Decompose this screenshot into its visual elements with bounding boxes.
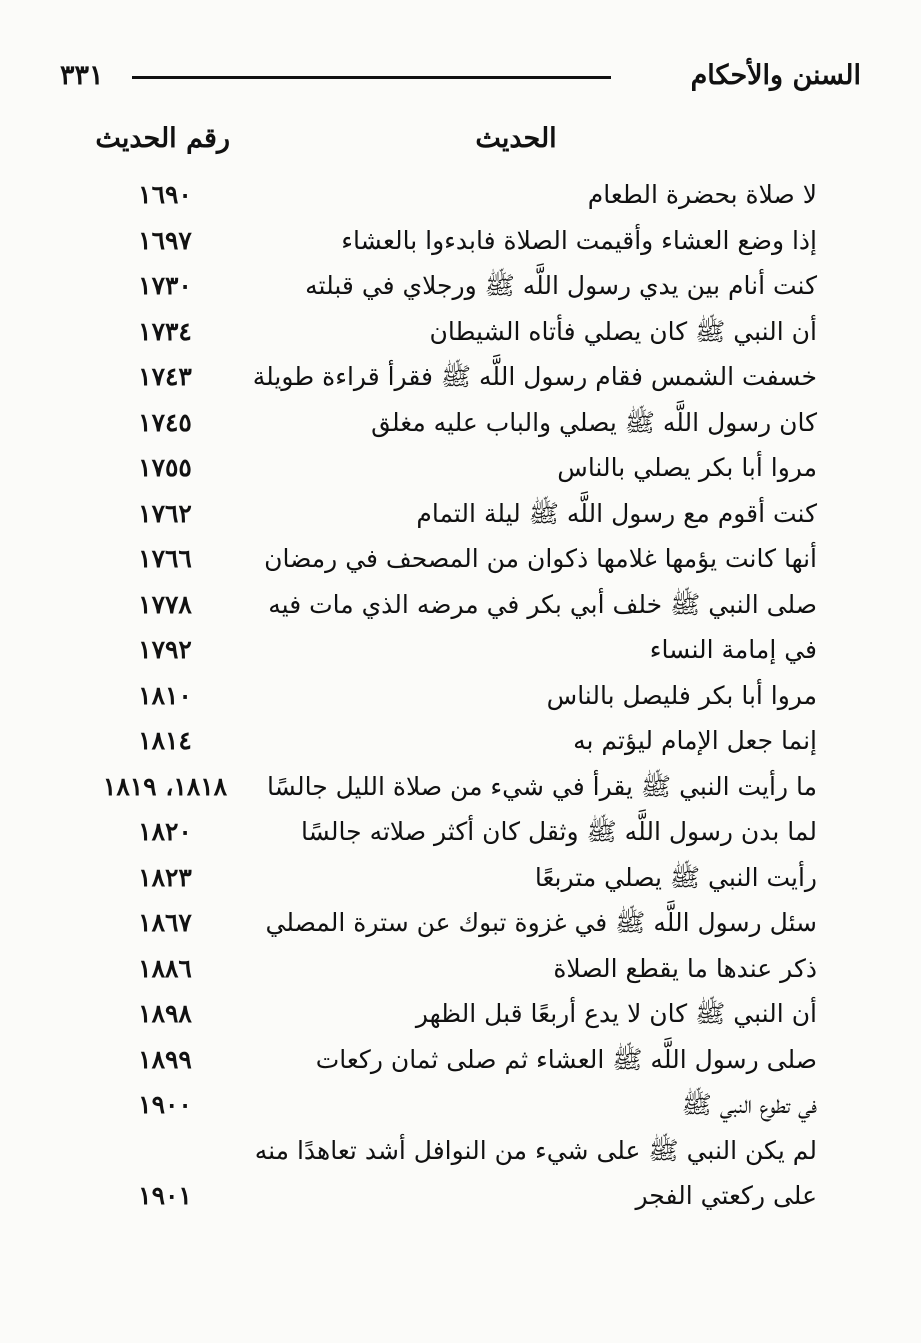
index-row	[0, 309, 921, 355]
hadith-number: ١٨٩٩	[138, 1044, 192, 1074]
hadith-number: ١٧٦٦	[138, 544, 192, 573]
hadith-number: ١٨٢٠	[138, 817, 192, 846]
header-rule	[132, 76, 611, 79]
hadith-number: ١٧٤٥	[138, 407, 192, 437]
hadith-number: ١٦٩٠	[138, 180, 192, 209]
index-row	[0, 354, 921, 400]
index-row	[0, 1082, 921, 1128]
page-number: ٣٣١	[60, 60, 104, 91]
hadith-text: مروا أبا بكر يصلي بالناس	[557, 453, 817, 482]
hadith-text: خسفت الشمس فقام رسول اللَّه ﷺ فقرأ قراءة طويلة	[252, 362, 817, 391]
index-row	[0, 627, 921, 673]
hadith-text: في تطوع النبي ﷺ	[681, 1090, 817, 1119]
hadith-number: ١٧٥٥	[138, 453, 192, 482]
page-header	[60, 54, 861, 98]
hadith-number: ١٨١٨، ١٨١٩	[102, 771, 228, 801]
hadith-text: رأيت النبي ﷺ يصلي متربعًا	[534, 862, 817, 892]
hadith-text: أن النبي ﷺ كان لا يدع أربعًا قبل الظهر	[415, 999, 817, 1028]
hadith-text: لم يكن النبي ﷺ على شيء من النوافل أشد تعاهدًا منه على ركعتي الفجر	[254, 1135, 817, 1210]
hadith-number: ١٧٣٤	[138, 316, 192, 346]
hadith-text: كنت أقوم مع رسول اللَّه ﷺ ليلة التمام	[416, 498, 817, 528]
index-row	[0, 809, 921, 855]
index-row	[0, 946, 921, 992]
index-row	[0, 718, 921, 764]
index-row	[0, 1037, 921, 1083]
hadith-text: في إمامة النساء	[649, 635, 817, 664]
hadith-index-list	[0, 172, 921, 1218]
index-row	[0, 900, 921, 946]
hadith-number: ١٨٦٧	[138, 908, 192, 937]
chapter-title: السنن والأحكام	[690, 60, 861, 91]
hadith-text: ذكر عندها ما يقطع الصلاة	[553, 953, 817, 983]
hadith-text: أن النبي ﷺ كان يصلي فأتاه الشيطان	[429, 316, 817, 346]
index-row	[0, 536, 921, 582]
hadith-number: ١٦٩٧	[138, 225, 192, 255]
hadith-number: ١٧٤٣	[138, 362, 192, 391]
hadith-number: ١٧٧٨	[138, 589, 192, 619]
hadith-text: كان رسول اللَّه ﷺ يصلي والباب عليه مغلق	[371, 407, 817, 437]
index-row	[0, 400, 921, 446]
hadith-text: مروا أبا بكر فليصل بالناس	[546, 680, 817, 710]
hadith-text: إذا وضع العشاء وأقيمت الصلاة فابدءوا بالعشاء	[341, 225, 817, 255]
index-row	[0, 1128, 921, 1218]
hadith-text: لما بدن رسول اللَّه ﷺ وثقل كان أكثر صلاته جالسًا	[301, 817, 817, 846]
hadith-number: ١٩٠٠	[138, 1090, 192, 1119]
hadith-text: كنت أنام بين يدي رسول اللَّه ﷺ ورجلاي في قبلته	[305, 271, 817, 300]
hadith-text: سئل رسول اللَّه ﷺ في غزوة تبوك عن سترة المصلي	[265, 908, 817, 937]
index-row	[0, 991, 921, 1037]
index-row	[0, 172, 921, 218]
hadith-text: ما رأيت النبي ﷺ يقرأ في شيء من صلاة الليل جالسًا	[267, 771, 817, 801]
hadith-number: ١٩٠١	[138, 1180, 192, 1210]
hadith-text: صلى النبي ﷺ خلف أبي بكر في مرضه الذي مات فيه	[268, 589, 817, 619]
index-row	[0, 764, 921, 810]
index-row	[0, 263, 921, 309]
hadith-number: ١٨٩٨	[138, 999, 192, 1028]
hadith-text: لا صلاة بحضرة الطعام	[587, 180, 817, 209]
index-row	[0, 218, 921, 264]
index-row	[0, 855, 921, 901]
hadith-number: ١٨١٠	[138, 680, 192, 710]
hadith-text: إنما جعل الإمام ليؤتم به	[573, 726, 817, 755]
hadith-number: ١٨٨٦	[138, 953, 192, 983]
hadith-number: ١٧٩٢	[138, 635, 192, 664]
index-row	[0, 582, 921, 628]
index-row	[0, 491, 921, 537]
hadith-number: ١٧٣٠	[138, 271, 192, 300]
hadith-text: أنها كانت يؤمها غلامها ذكوان من المصحف في رمضان	[264, 544, 817, 573]
hadith-text: صلى رسول اللَّه ﷺ العشاء ثم صلى ثمان ركعات	[315, 1044, 817, 1074]
index-row	[0, 445, 921, 491]
hadith-number: ١٧٦٢	[138, 498, 192, 528]
hadith-number: ١٨٢٣	[138, 862, 192, 892]
column-header-number: رقم الحديث	[95, 123, 230, 154]
column-header-hadith: الحديث	[475, 123, 557, 154]
index-row	[0, 673, 921, 719]
hadith-number: ١٨١٤	[138, 726, 192, 755]
